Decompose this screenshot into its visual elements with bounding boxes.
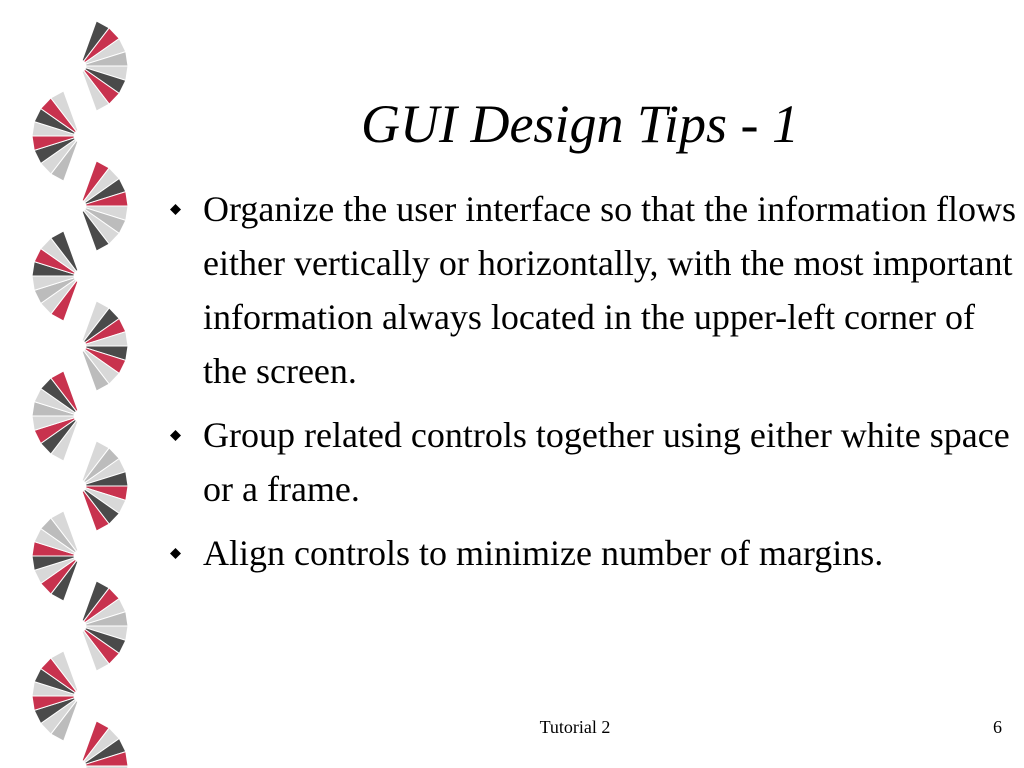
bullet-text: Group related controls together using either white space or a frame. — [203, 415, 1010, 509]
slide-title: GUI Design Tips - 1 — [360, 94, 799, 154]
twisted-ribbon-icon — [0, 0, 140, 768]
ribbon-segment — [82, 441, 128, 531]
diamond-bullet-icon — [170, 430, 181, 441]
bullet-text: Align controls to minimize number of margins. — [203, 533, 884, 573]
footer-text: Tutorial 2 — [539, 717, 611, 737]
diamond-bullet-icon — [170, 204, 181, 215]
ribbon-segment — [32, 231, 78, 321]
ribbon-segment — [82, 21, 128, 111]
page-number: 6 — [993, 717, 1002, 737]
bullet-item — [166, 182, 1018, 398]
ribbon-segment — [32, 91, 78, 181]
ribbon-segment — [82, 161, 128, 251]
ribbon-segment — [82, 581, 128, 671]
bullet-item — [166, 408, 1018, 516]
bullet-text: Organize the user interface so that the information flows either vertically or horizontally, with the most important information always located in the upper-left corner of the screen. — [203, 189, 1017, 391]
bullet-list — [166, 182, 1018, 590]
diamond-bullet-icon — [170, 548, 181, 559]
ribbon-segment — [82, 301, 128, 391]
ribbon-segment — [82, 721, 128, 768]
ribbon-segment — [32, 371, 78, 461]
ribbon-segment — [32, 651, 78, 741]
ribbon-segment — [32, 511, 78, 601]
bullet-item — [166, 526, 1018, 580]
